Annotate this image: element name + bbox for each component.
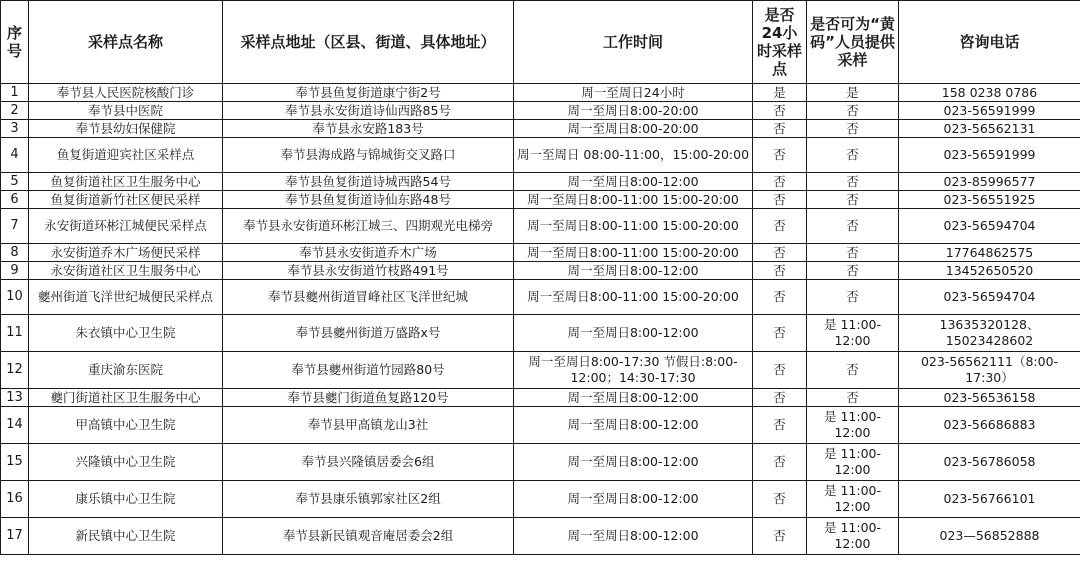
cell-seq: 13 xyxy=(1,389,29,407)
cell-name: 朱衣镇中心卫生院 xyxy=(29,315,223,352)
cell-hours: 周一至周日8:00-12:00 xyxy=(514,481,753,518)
cell-seq: 10 xyxy=(1,280,29,315)
cell-hours: 周一至周日8:00-12:00 xyxy=(514,518,753,555)
cell-yellow: 否 xyxy=(807,262,899,280)
cell-name: 永安街道社区卫生服务中心 xyxy=(29,262,223,280)
cell-name: 鱼复街道新竹社区便民采样 xyxy=(29,191,223,209)
cell-is24: 否 xyxy=(753,518,807,555)
cell-seq: 11 xyxy=(1,315,29,352)
cell-is24: 否 xyxy=(753,444,807,481)
cell-hours: 周一至周日24小时 xyxy=(514,84,753,102)
cell-is24: 否 xyxy=(753,191,807,209)
cell-phone: 13635320128、15023428602 xyxy=(899,315,1080,352)
cell-phone: 023-56591999 xyxy=(899,102,1080,120)
cell-phone: 023-56562131 xyxy=(899,120,1080,138)
cell-name: 兴隆镇中心卫生院 xyxy=(29,444,223,481)
cell-yellow: 否 xyxy=(807,280,899,315)
cell-is24: 否 xyxy=(753,481,807,518)
cell-seq: 17 xyxy=(1,518,29,555)
cell-seq: 3 xyxy=(1,120,29,138)
cell-seq: 5 xyxy=(1,173,29,191)
cell-is24: 否 xyxy=(753,102,807,120)
cell-hours: 周一至周日8:00-11:00 15:00-20:00 xyxy=(514,191,753,209)
header-yellow: 是否可为“黄码”人员提供采样 xyxy=(807,1,899,84)
cell-yellow: 否 xyxy=(807,389,899,407)
cell-hours: 周一至周日8:00-11:00 15:00-20:00 xyxy=(514,280,753,315)
table-row xyxy=(1,444,1080,481)
cell-seq: 8 xyxy=(1,244,29,262)
cell-address: 奉节县兴隆镇居委会6组 xyxy=(223,444,514,481)
cell-address: 奉节县甲高镇龙山3社 xyxy=(223,407,514,444)
cell-address: 奉节县夔州街道冒峰社区飞洋世纪城 xyxy=(223,280,514,315)
cell-address: 奉节县鱼复街道康宁街2号 xyxy=(223,84,514,102)
cell-yellow: 是 11:00-12:00 xyxy=(807,518,899,555)
cell-phone: 023-56594704 xyxy=(899,209,1080,244)
cell-address: 奉节县永安街道竹枝路491号 xyxy=(223,262,514,280)
cell-yellow: 是 11:00-12:00 xyxy=(807,481,899,518)
cell-hours: 周一至周日8:00-12:00 xyxy=(514,389,753,407)
cell-phone: 023-56786058 xyxy=(899,444,1080,481)
cell-phone: 023—56852888 xyxy=(899,518,1080,555)
cell-address: 奉节县夔州街道万盛路x号 xyxy=(223,315,514,352)
cell-address: 奉节县永安街道环彬江城三、四期观光电梯旁 xyxy=(223,209,514,244)
cell-is24: 否 xyxy=(753,173,807,191)
cell-name: 永安街道环彬江城便民采样点 xyxy=(29,209,223,244)
header-name: 采样点名称 xyxy=(29,1,223,84)
cell-hours: 周一至周日8:00-12:00 xyxy=(514,173,753,191)
cell-yellow: 否 xyxy=(807,244,899,262)
cell-seq: 1 xyxy=(1,84,29,102)
table-row xyxy=(1,407,1080,444)
header-phone: 咨询电话 xyxy=(899,1,1080,84)
cell-seq: 15 xyxy=(1,444,29,481)
cell-yellow: 否 xyxy=(807,102,899,120)
cell-phone: 023-56562111（8:00-17:30） xyxy=(899,352,1080,389)
cell-phone: 023-56766101 xyxy=(899,481,1080,518)
cell-yellow: 是 xyxy=(807,84,899,102)
cell-yellow: 是 11:00-12:00 xyxy=(807,407,899,444)
cell-is24: 否 xyxy=(753,209,807,244)
cell-is24: 否 xyxy=(753,262,807,280)
table-row xyxy=(1,173,1080,191)
cell-name: 鱼复街道迎宾社区采样点 xyxy=(29,138,223,173)
cell-address: 奉节县永安路183号 xyxy=(223,120,514,138)
cell-address: 奉节县康乐镇郭家社区2组 xyxy=(223,481,514,518)
cell-phone: 17764862575 xyxy=(899,244,1080,262)
cell-address: 奉节县海成路与锦城街交叉路口 xyxy=(223,138,514,173)
cell-yellow: 否 xyxy=(807,173,899,191)
cell-seq: 6 xyxy=(1,191,29,209)
table-row xyxy=(1,244,1080,262)
cell-seq: 14 xyxy=(1,407,29,444)
cell-is24: 否 xyxy=(753,138,807,173)
header-hours: 工作时间 xyxy=(514,1,753,84)
cell-name: 奉节县中医院 xyxy=(29,102,223,120)
cell-hours: 周一至周日8:00-12:00 xyxy=(514,444,753,481)
cell-name: 鱼复街道社区卫生服务中心 xyxy=(29,173,223,191)
table-row xyxy=(1,518,1080,555)
cell-hours: 周一至周日8:00-11:00 15:00-20:00 xyxy=(514,209,753,244)
cell-address: 奉节县永安街道乔木广场 xyxy=(223,244,514,262)
cell-address: 奉节县夔州街道竹园路80号 xyxy=(223,352,514,389)
cell-yellow: 否 xyxy=(807,138,899,173)
cell-phone: 13452650520 xyxy=(899,262,1080,280)
header-address: 采样点地址（区县、街道、具体地址） xyxy=(223,1,514,84)
cell-name: 奉节县人民医院核酸门诊 xyxy=(29,84,223,102)
header-row xyxy=(1,1,1080,84)
cell-hours: 周一至周日8:00-12:00 xyxy=(514,407,753,444)
cell-hours: 周一至周日 08:00-11:00，15:00-20:00 xyxy=(514,138,753,173)
cell-phone: 023-56536158 xyxy=(899,389,1080,407)
cell-name: 康乐镇中心卫生院 xyxy=(29,481,223,518)
cell-name: 奉节县幼妇保健院 xyxy=(29,120,223,138)
table-row xyxy=(1,280,1080,315)
cell-name: 甲高镇中心卫生院 xyxy=(29,407,223,444)
cell-is24: 否 xyxy=(753,352,807,389)
cell-phone: 023-56551925 xyxy=(899,191,1080,209)
cell-seq: 2 xyxy=(1,102,29,120)
cell-name: 永安街道乔木广场便民采样 xyxy=(29,244,223,262)
cell-seq: 16 xyxy=(1,481,29,518)
cell-name: 夔门街道社区卫生服务中心 xyxy=(29,389,223,407)
table-row xyxy=(1,315,1080,352)
table-row xyxy=(1,120,1080,138)
cell-is24: 否 xyxy=(753,407,807,444)
header-is24: 是否24小时采样点 xyxy=(753,1,807,84)
table-row xyxy=(1,389,1080,407)
cell-is24: 是 xyxy=(753,84,807,102)
cell-yellow: 是 11:00-12:00 xyxy=(807,315,899,352)
cell-yellow: 否 xyxy=(807,352,899,389)
cell-phone: 158 0238 0786 xyxy=(899,84,1080,102)
cell-hours: 周一至周日8:00-12:00 xyxy=(514,315,753,352)
cell-hours: 周一至周日8:00-12:00 xyxy=(514,262,753,280)
cell-name: 重庆渝东医院 xyxy=(29,352,223,389)
table-row xyxy=(1,262,1080,280)
cell-name: 夔州街道飞洋世纪城便民采样点 xyxy=(29,280,223,315)
cell-yellow: 否 xyxy=(807,120,899,138)
cell-address: 奉节县夔门街道鱼复路120号 xyxy=(223,389,514,407)
cell-hours: 周一至周日8:00-20:00 xyxy=(514,102,753,120)
table-row xyxy=(1,84,1080,102)
table-row xyxy=(1,481,1080,518)
table-row xyxy=(1,102,1080,120)
cell-hours: 周一至周日8:00-17:30 节假日:8:00-12:00；14:30-17:30 xyxy=(514,352,753,389)
cell-phone: 023-56591999 xyxy=(899,138,1080,173)
cell-seq: 7 xyxy=(1,209,29,244)
cell-address: 奉节县新民镇观音庵居委会2组 xyxy=(223,518,514,555)
cell-address: 奉节县鱼复街道诗城西路54号 xyxy=(223,173,514,191)
cell-address: 奉节县鱼复街道诗仙东路48号 xyxy=(223,191,514,209)
cell-name: 新民镇中心卫生院 xyxy=(29,518,223,555)
cell-is24: 否 xyxy=(753,280,807,315)
cell-is24: 否 xyxy=(753,120,807,138)
table-row xyxy=(1,138,1080,173)
cell-yellow: 否 xyxy=(807,191,899,209)
cell-address: 奉节县永安街道诗仙西路85号 xyxy=(223,102,514,120)
cell-hours: 周一至周日8:00-20:00 xyxy=(514,120,753,138)
cell-phone: 023-56686883 xyxy=(899,407,1080,444)
header-seq: 序号 xyxy=(1,1,29,84)
table-row xyxy=(1,209,1080,244)
cell-phone: 023-56594704 xyxy=(899,280,1080,315)
cell-is24: 否 xyxy=(753,389,807,407)
table-row xyxy=(1,191,1080,209)
cell-seq: 4 xyxy=(1,138,29,173)
cell-yellow: 是 11:00-12:00 xyxy=(807,444,899,481)
cell-hours: 周一至周日8:00-11:00 15:00-20:00 xyxy=(514,244,753,262)
cell-is24: 否 xyxy=(753,244,807,262)
cell-seq: 12 xyxy=(1,352,29,389)
cell-is24: 否 xyxy=(753,315,807,352)
table-row xyxy=(1,352,1080,389)
cell-phone: 023-85996577 xyxy=(899,173,1080,191)
cell-seq: 9 xyxy=(1,262,29,280)
cell-yellow: 否 xyxy=(807,209,899,244)
